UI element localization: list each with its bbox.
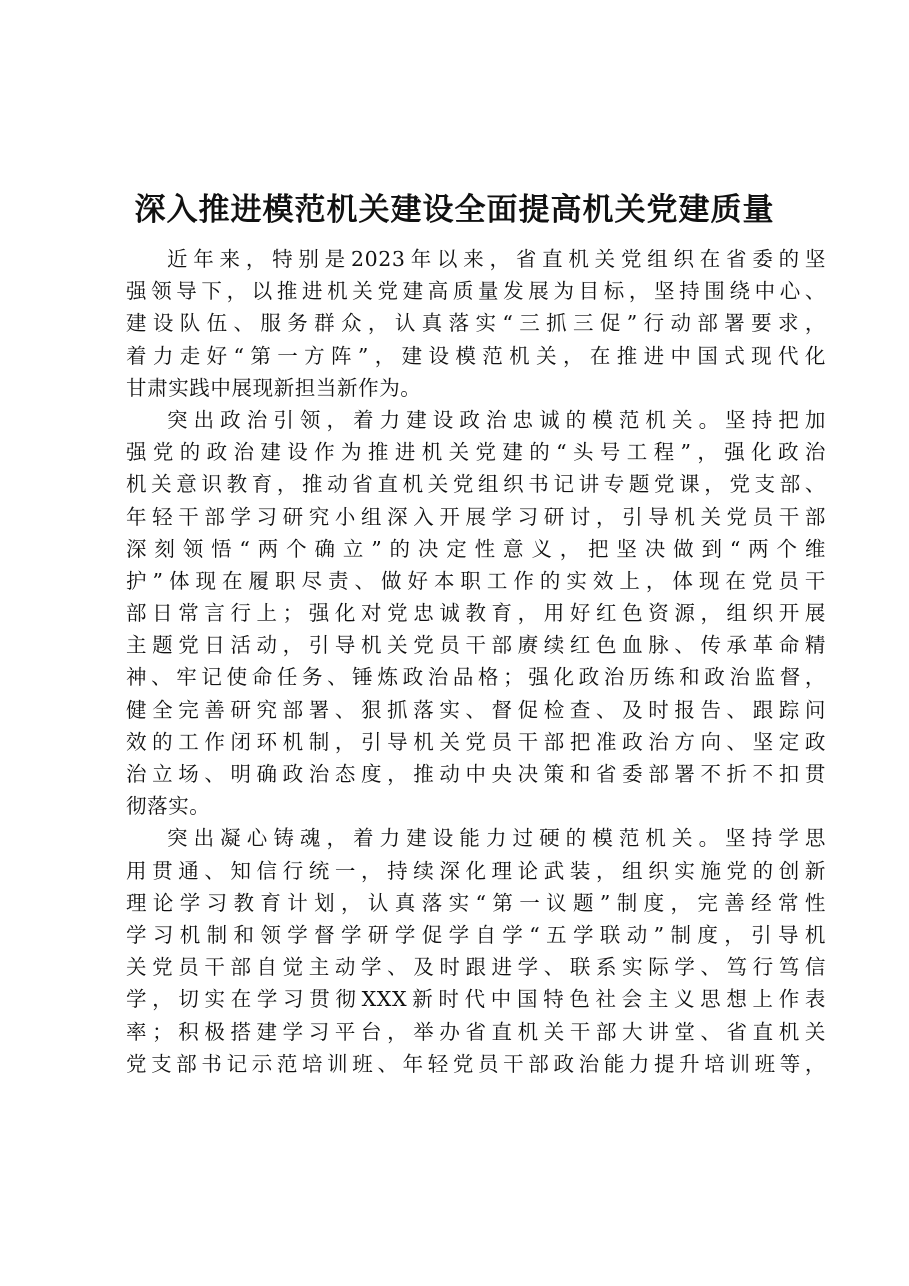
document-title: 深入推进模范机关建设全面提高机关党建质量	[134, 192, 775, 228]
document-body	[126, 243, 826, 1080]
paragraph-2-line-10: 健全完善研究部署、狠抓落实、督促检查、及时报告、跟踪问	[126, 697, 826, 722]
paragraph-2-line-9: 神、牢记使命任务、锤炼政治品格；强化政治历练和政治监督，	[126, 665, 826, 690]
paragraph-2-line-8: 主题党日活动，引导机关党员干部赓续红色血脉、传承革命精	[126, 633, 826, 658]
paragraph-1-line-4: 着力走好“第一方阵”，建设模范机关，在推进中国式现代化	[126, 343, 826, 368]
paragraph-3-line-4: 学习机制和领学督学研学促学自学“五学联动”制度，引导机	[126, 922, 826, 947]
paragraph-1-line-3: 建设队伍、服务群众，认真落实“三抓三促”行动部署要求，	[126, 311, 826, 336]
paragraph-3-line-5: 关党员干部自觉主动学、及时跟进学、联系实际学、笃行笃信	[126, 955, 826, 980]
paragraph-1-line-5: 甘肃实践中展现新担当新作为。	[126, 375, 422, 400]
paragraph-2-line-11: 效的工作闭环机制，引导机关党员干部把准政治方向、坚定政	[126, 729, 826, 754]
paragraph-2-line-13: 彻落实。	[126, 794, 211, 819]
paragraph-3-line-7: 率；积极搭建学习平台，举办省直机关干部大讲堂、省直机关	[126, 1019, 826, 1044]
paragraph-2-line-2: 强党的政治建设作为推进机关党建的“头号工程”，强化政治	[126, 440, 826, 465]
paragraph-3-line-6: 学，切实在学习贯彻XXX新时代中国特色社会主义思想上作表	[126, 987, 826, 1012]
paragraph-3-line-1: 突出凝心铸魂，着力建设能力过硬的模范机关。坚持学思	[167, 826, 826, 851]
paragraph-3-line-8: 党支部书记示范培训班、年轻党员干部政治能力提升培训班等，	[126, 1051, 826, 1076]
paragraph-1-line-1: 近年来，特别是2023年以来，省直机关党组织在省委的坚	[167, 247, 826, 271]
paragraph-2-line-5: 深刻领悟“两个确立”的决定性意义，把坚决做到“两个维	[126, 536, 826, 561]
paragraph-2-line-12: 治立场、明确政治态度，推动中央决策和省委部署不折不扣贯	[126, 762, 826, 786]
paragraph-3-line-2: 用贯通、知信行统一，持续深化理论武装，组织实施党的创新	[126, 858, 826, 883]
paragraph-2-line-7: 部日常言行上；强化对党忠诚教育，用好红色资源，组织开展	[126, 601, 826, 626]
paragraph-2-line-1: 突出政治引领，着力建设政治忠诚的模范机关。坚持把加	[167, 407, 826, 432]
paragraph-1-line-2: 强领导下，以推进机关党建高质量发展为目标，坚持围绕中心、	[126, 279, 826, 304]
paragraph-2-line-4: 年轻干部学习研究小组深入开展学习研讨，引导机关党员干部	[126, 504, 826, 529]
paragraph-2-line-6: 护”体现在履职尽责、做好本职工作的实效上，体现在党员干	[126, 568, 826, 593]
paragraph-3-line-3: 理论学习教育计划，认真落实“第一议题”制度，完善经常性	[126, 890, 826, 915]
paragraph-2-line-3: 机关意识教育，推动省直机关党组织书记讲专题党课，党支部、	[126, 472, 826, 497]
